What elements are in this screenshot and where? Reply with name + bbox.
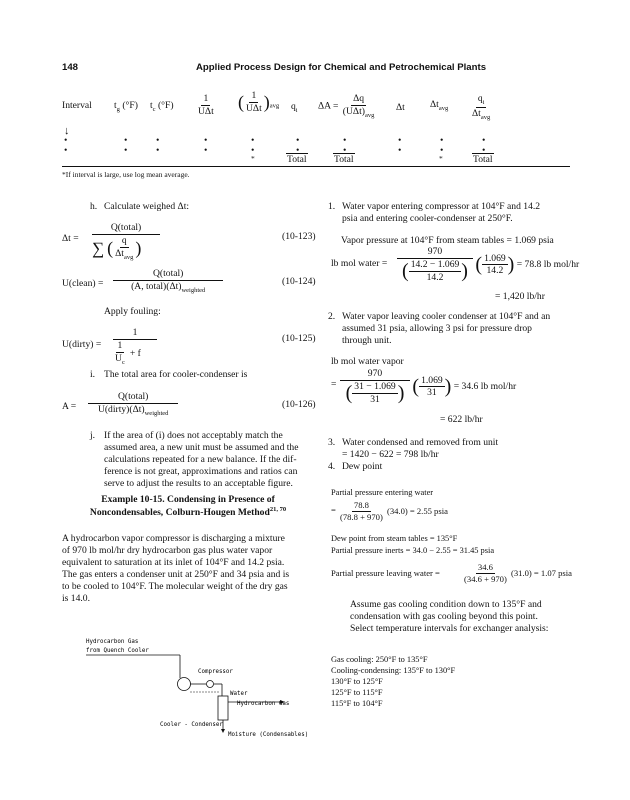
example-body: A hydrocarbon vapor compressor is discharging a mixture of 970 lb mol/hr dry hydrocarbon gas plus water vapor equivalent to saturation at its inlet of 104°F and 14.2 psia. The gas enters a condenser unit at 250°F and 34 psia and is to be cooled to 104°F. The molecular weight of the dry gas is 14.0. xyxy=(62,533,290,604)
col-qi-over-dtavg: $\frac{q_i}{\Delta t_{avg}}$ xyxy=(472,93,491,121)
interval-item: 130°F to 125°F xyxy=(331,676,383,686)
diagram-label-moisture: Moisture (Condensables) xyxy=(228,732,309,738)
item2-number: 2. xyxy=(328,311,336,322)
item4-number: 4. xyxy=(328,461,336,472)
total-3: Total xyxy=(473,154,493,165)
cooler-condenser-vessel xyxy=(218,696,228,720)
i-text: The total area for cooler-condenser is xyxy=(104,369,248,380)
interval-item: 115°F to 104°F xyxy=(331,698,383,708)
interval-list xyxy=(331,655,455,710)
process-diagram xyxy=(80,634,320,744)
footnote: *If interval is large, use log mean average. xyxy=(62,170,190,179)
lbmol-vapor-label: lb mol water vapor xyxy=(331,356,404,367)
h-label: h. xyxy=(90,201,98,212)
f1-fraction: 970 ( $\frac{14.2 - 1.069}{14.2}$ ) ( $\frac{1.069}{14.2}$ ) = 78.8 lb mol/hr xyxy=(397,246,579,284)
assume-text: Assume gas cooling condition down to 135°F and condensation with gas cooling beyond this point. Select temperature intervals for exchanger analysis: xyxy=(350,599,549,634)
apply-fouling: Apply fouling: xyxy=(104,306,161,317)
col-da: ΔA = $\frac{\Delta q}{(U\Delta t)_{avg}}$ xyxy=(318,93,375,119)
col-tc: $t_c$ (°F) xyxy=(150,100,174,113)
running-title: Applied Process Design for Chemical and Petrochemical Plants xyxy=(196,62,487,73)
star-1: * xyxy=(251,154,255,163)
diagram-label-water: Water xyxy=(230,691,248,697)
diagram-label-compressor: Compressor xyxy=(198,669,233,675)
diagram-label-hc-gas: Hydrocarbon Gas xyxy=(237,701,290,707)
compressor-symbol xyxy=(178,678,191,691)
dew-point: Dew point from steam tables = 135°F xyxy=(331,534,458,543)
eq-no-125: (10-125) xyxy=(282,333,316,344)
item3-text: Water condensed and removed from unit = 1420 − 622 = 798 lb/hr xyxy=(342,437,499,460)
diagram-label-gas-1: Hydrocarbon Gas xyxy=(86,639,139,645)
col-dt: Δt xyxy=(396,102,405,113)
item1-number: 1. xyxy=(328,201,336,212)
page-number: 148 xyxy=(62,62,79,73)
h-text: Calculate weighed Δt: xyxy=(104,201,190,212)
eq-ud-lhs: U(dirty) = xyxy=(62,339,102,350)
item2-text: Water vapor leaving cooler condenser at 104°F and an assumed 31 psia, allowing 3 psi for pressure drop through unit. xyxy=(342,311,551,346)
table-rule xyxy=(62,166,570,167)
item1-text: Water vapor entering compressor at 104°F and 14.2 psia and entering cooler-condenser at 250°F. xyxy=(342,201,541,224)
eq-no-126: (10-126) xyxy=(282,399,316,410)
i-label: i. xyxy=(90,369,96,380)
example-title: Example 10-15. Condensing in Presence of Noncondensables, Colburn-Hougen Method$^{21, 70}$ xyxy=(89,494,287,519)
interval-item: Cooling-condensing: 135°F to 130°F xyxy=(331,665,456,675)
item4-text: Dew point xyxy=(342,461,383,472)
vapor-pressure: Vapor pressure at 104°F from steam tables = 1.069 psia xyxy=(341,235,554,246)
f2-eq: = xyxy=(331,379,337,390)
interval-item: Gas cooling: 250°F to 135°F xyxy=(331,655,428,664)
lbmol-water-label: lb mol water = xyxy=(331,258,388,269)
total-2: Total xyxy=(334,154,354,165)
eq-dt-lhs: Δt = xyxy=(62,233,79,244)
eq-no-123: (10-123) xyxy=(282,231,316,242)
col-qi: $q_i$ xyxy=(291,101,298,114)
pp-entering: Partial pressure entering water xyxy=(331,488,434,497)
j-label: j. xyxy=(90,430,96,441)
eq-no-124: (10-124) xyxy=(282,276,316,287)
f2-fraction: 970 ( $\frac{31 - 1.069}{31}$ ) ( $\frac{1.069}{31}$ ) = 34.6 lb mol/hr xyxy=(340,368,516,406)
eq-uc-fraction: $\frac{\text{Q(total)}}{(A, total)(\Delta t)_{weighted}}$ xyxy=(113,268,223,295)
diagram-label-gas-2: from Quench Cooler xyxy=(86,648,149,654)
pp-leaving-eq: Partial pressure leaving water = $\frac{34.6}{(34.6 + 970)}$ (31.0) = 1.07 psia xyxy=(331,562,572,584)
eq-uc-lhs: U(clean) = xyxy=(62,278,104,289)
interval-item: 125°F to 115°F xyxy=(331,687,383,697)
item3-number: 3. xyxy=(328,437,336,448)
star-2: * xyxy=(439,154,443,163)
eq-ud-fraction: 1 $\frac{1}{U_c}$ + f xyxy=(113,327,157,367)
eq-a-fraction: $\frac{\text{Q(total)}}{U(dirty)(\Delta t)_{weighted}}$ xyxy=(88,391,178,418)
col-tg: $t_g$ (°F) xyxy=(114,100,138,113)
total-1: Total xyxy=(287,154,307,165)
eq-a-lhs: A = xyxy=(62,401,77,412)
f2-lbhr: = 622 lb/hr xyxy=(440,414,483,425)
pp-inerts: Partial pressure inerts = 34.0 − 2.55 = 31.45 psia xyxy=(331,546,495,555)
drain-arrow xyxy=(221,729,225,733)
f1-lbhr: = 1,420 lb/hr xyxy=(495,291,545,302)
valve-symbol xyxy=(207,681,214,688)
col-inv-udt: $\frac{1}{\text{UΔt}}$ xyxy=(198,93,214,117)
pp-entering-eq: = $\frac{78.8}{(78.8 + 970)}$ (34.0) = 2.55 psia xyxy=(331,500,448,522)
j-text: If the area of (i) does not acceptably match the assumed area, a new unit must be assumed and the calculations repeated for a new balance. If the dif- ference is not great, approximations and ratios can serve to adjust the results to an acceptable figure. xyxy=(104,430,299,489)
col-dt-avg: $\Delta t_{avg}$ xyxy=(430,99,449,112)
col-inv-udt-avg: ( $\frac{1}{\text{UΔt}}$ )$_{avg}$ xyxy=(238,90,280,114)
eq-dt-fraction: Q(total) ∑ ( $\frac{q}{\Delta t_{avg}}$ ) xyxy=(92,222,160,262)
col-interval: Interval xyxy=(62,100,92,111)
diagram-label-cooler-condenser: Cooler - Condenser xyxy=(160,722,223,728)
arrow: ↓ xyxy=(64,125,70,137)
